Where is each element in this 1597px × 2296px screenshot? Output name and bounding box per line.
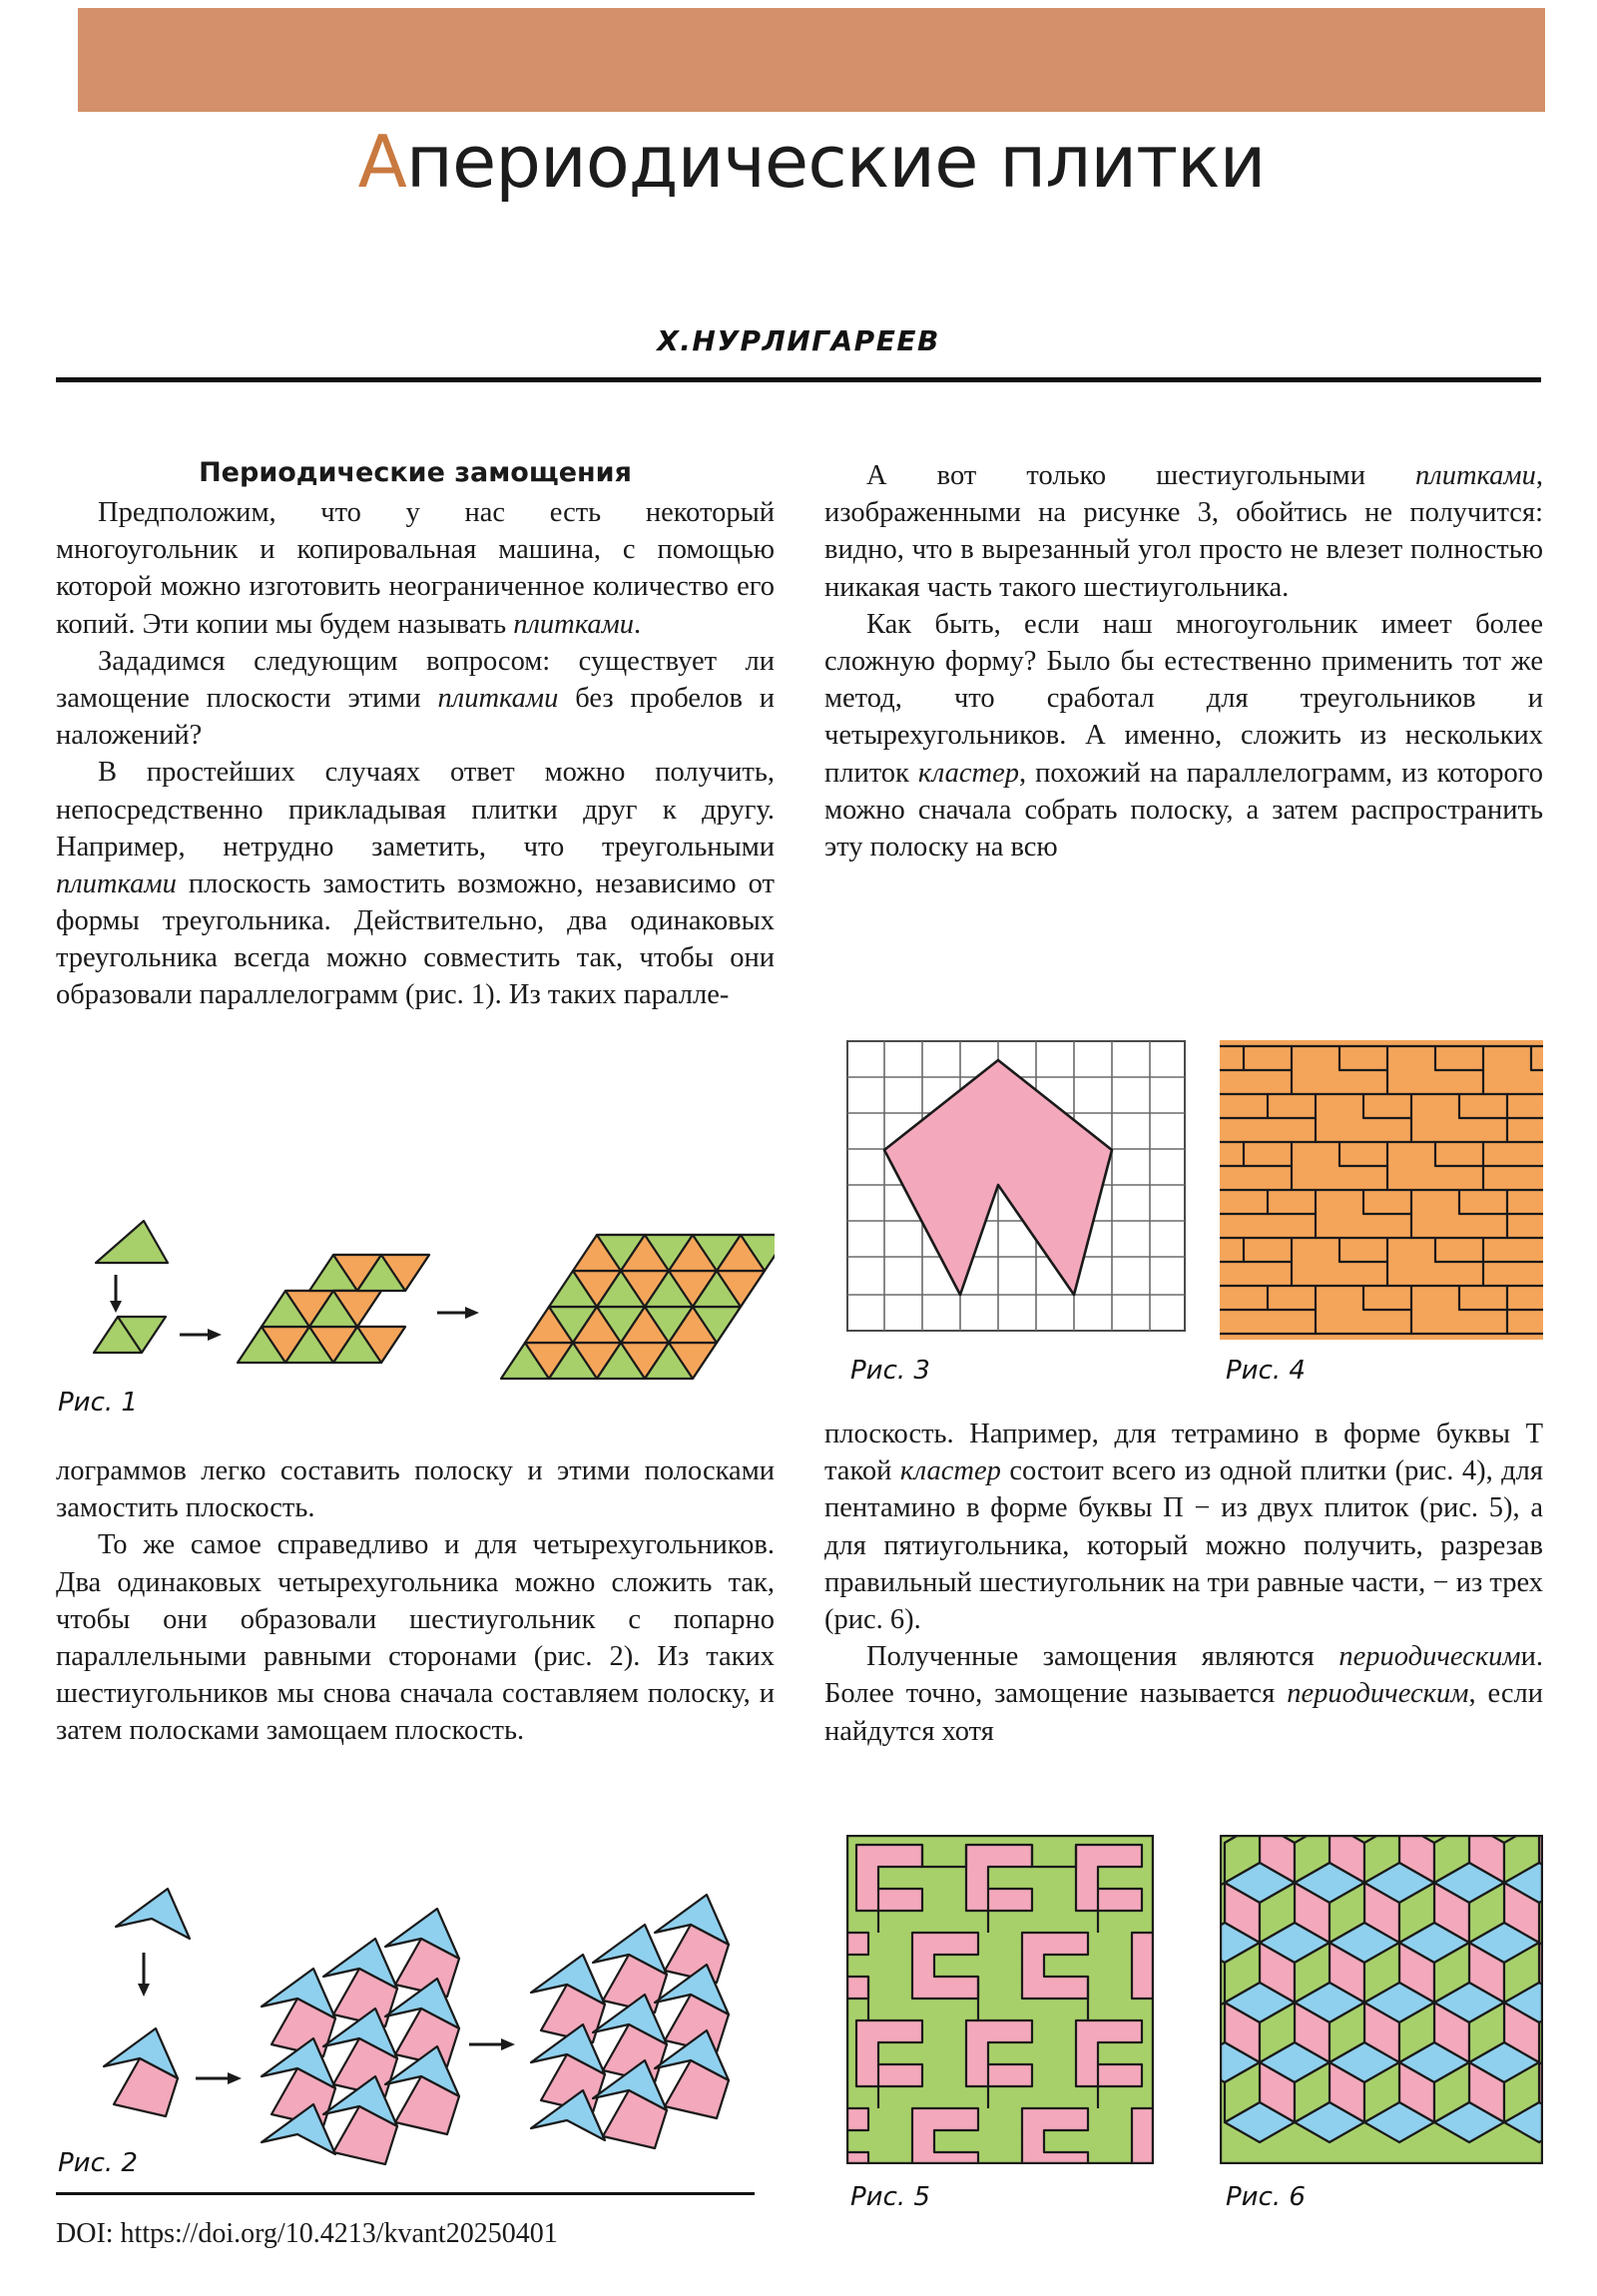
- paragraph-5: То же самое справедливо и для четырехугольников. Два одинаковых четырехугольника можно сложить так, чтобы они образовали шестиугольник с попарно параллельными равными сторонами (рис. 2). Из таких шестиугольников мы снова сначала составляем полоску, и затем полосками замощаем плоскость.: [56, 1529, 775, 1747]
- figure-2-caption: Рис. 2: [58, 2148, 138, 2178]
- footer-divider: [56, 2192, 755, 2195]
- right-paragraph-1: А вот только шестиугольными плитками, изображенными на рисунке 3, обойтись не получится: видно, что в вырезанный угол просто не влезет полностью никакая часть такого шестиугольника.: [824, 460, 1543, 603]
- figure-4-caption: Рис. 4: [1226, 1356, 1306, 1386]
- header-divider: [56, 377, 1541, 382]
- figure-3: [846, 1040, 1186, 1340]
- figure-1: [56, 1213, 775, 1388]
- right-column-continued: [824, 1416, 1543, 1750]
- figure-3-caption: Рис. 3: [850, 1356, 930, 1386]
- figure-1-caption: Рис. 1: [58, 1388, 138, 1418]
- right-paragraph-4: Полученные замощения являются периодическими. Более точно, замощение называется периодическим, если найдутся хотя: [824, 1641, 1543, 1747]
- paragraph-4: лограммов легко составить полоску и этими полосками замостить плоскость.: [56, 1455, 775, 1524]
- header-color-band: [78, 8, 1545, 112]
- figure-6: [1220, 1835, 1543, 2164]
- paragraph-2: Зададимся следующим вопросом: существует ли замощение плоскости этими плитками без пробелов и наложений?: [56, 645, 776, 752]
- figure-5-caption: Рис. 5: [850, 2182, 930, 2212]
- title-drop-cap: А: [357, 120, 406, 204]
- paragraph-3: В простейших случаях ответ можно получить, непосредственно прикладывая плитки друг к другу. Например, нетрудно заметить, что треугольными плитками плоскость замостить возможно, независимо от формы треугольника. Действительно, два одинаковых треугольника всегда можно совместить так, чтобы они образовали параллелограмм (рис. 1). Из таких паралле-: [56, 757, 775, 1011]
- left-column: [56, 457, 775, 1014]
- page-title: [78, 120, 1545, 204]
- section-heading: Периодические замощения: [199, 457, 632, 488]
- paragraph-1: Предположим, что у нас есть некоторый многоугольник и копировальная машина, с помощью которой можно изготовить неограниченное количество его копий. Эти копии мы будем называть плитками.: [56, 497, 775, 640]
- right-paragraph-3: плоскость. Например, для тетрамино в форме буквы Т такой кластер состоит всего из одной плитки (рис. 4), для пентамино в форме буквы П − из двух плиток (рис. 5), а для пятиугольника, который можно получить, разрезав правильный шестиугольник на три равные части, − из трех (рис. 6).: [824, 1419, 1543, 1635]
- figure-6-caption: Рис. 6: [1226, 2182, 1306, 2212]
- left-column-continued: [56, 1452, 775, 1750]
- figure-2: [56, 1867, 775, 2166]
- figure-5: [846, 1835, 1154, 2164]
- right-paragraph-2: Как быть, если наш многоугольник имеет более сложную форму? Было бы естественно применить тот же метод, что сработал для треугольников и четырехугольников. А именно, сложить из нескольких плиток кластер, похожий на параллелограмм, из которого можно сначала собрать полоску, а затем распространить эту полоску на всю: [824, 608, 1543, 862]
- author-name: Х.НУРЛИГАРЕЕВ: [657, 324, 940, 357]
- figure-4: [1220, 1040, 1543, 1340]
- right-column: [824, 457, 1543, 865]
- title-text: периодические плитки: [405, 120, 1266, 204]
- doi-text: DOI: https://doi.org/10.4213/kvant20250401: [56, 2218, 558, 2249]
